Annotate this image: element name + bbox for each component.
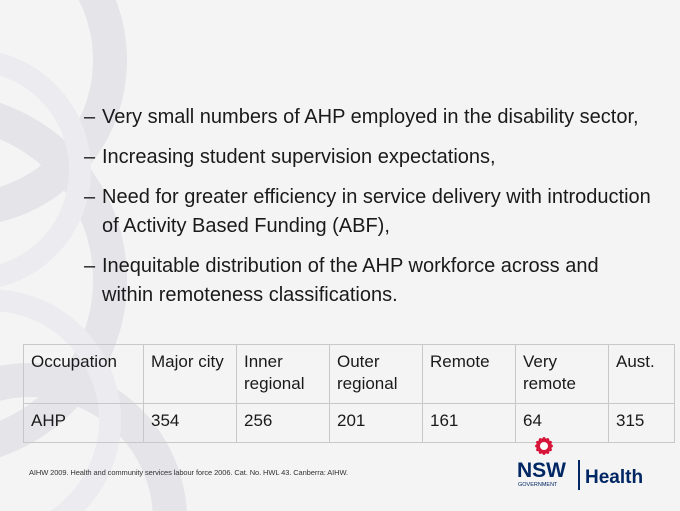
source-citation: AIHW 2009. Health and community services labour force 2006. Cat. No. HWL 43. Canberra: AIHW. [29,468,348,477]
table-cell: 256 [237,404,330,443]
table-header-row [24,345,675,404]
logo-health-text: Health [585,467,644,488]
bullet-dash: – [84,106,96,128]
workforce-table [23,344,675,443]
header-cell-inner-regional: Inner regional [237,345,330,404]
bullet-text: Very small numbers of AHP employed in the disability sector, [102,106,639,128]
table-cell: 64 [516,404,609,443]
table-cell: 354 [144,404,237,443]
header-cell-major-city: Major city [144,345,237,404]
bullet-dash: – [84,255,96,277]
bullet-text: Need for greater efficiency in service delivery with introduction of Activity Based Funding (ABF), [102,186,651,237]
bullet-item [84,252,654,310]
bullet-dash: – [84,146,96,168]
bullet-item [84,143,654,172]
waratah-icon [535,437,554,456]
header-cell-remote: Remote [423,345,516,404]
header-cell-outer-regional: Outer regional [330,345,423,404]
bullet-list [84,103,654,321]
bullet-text: Increasing student supervision expectations, [102,146,496,168]
logo-nsw-text: NSW [517,459,566,482]
table-cell: 315 [609,404,675,443]
logo-government-text: GOVERNMENT [518,482,558,488]
table-cell: 161 [423,404,516,443]
header-cell-occupation: Occupation [24,345,144,404]
bullet-text: Inequitable distribution of the AHP workforce across and within remoteness classifications. [102,255,599,306]
table-cell: AHP [24,404,144,443]
bullet-item [84,103,654,132]
bullet-item [84,183,654,241]
header-cell-very-remote: Very remote [516,345,609,404]
table-cell: 201 [330,404,423,443]
bullet-dash: – [84,186,96,208]
nsw-health-logo [515,430,660,500]
logo-divider [578,460,580,490]
header-cell-aust: Aust. [609,345,675,404]
